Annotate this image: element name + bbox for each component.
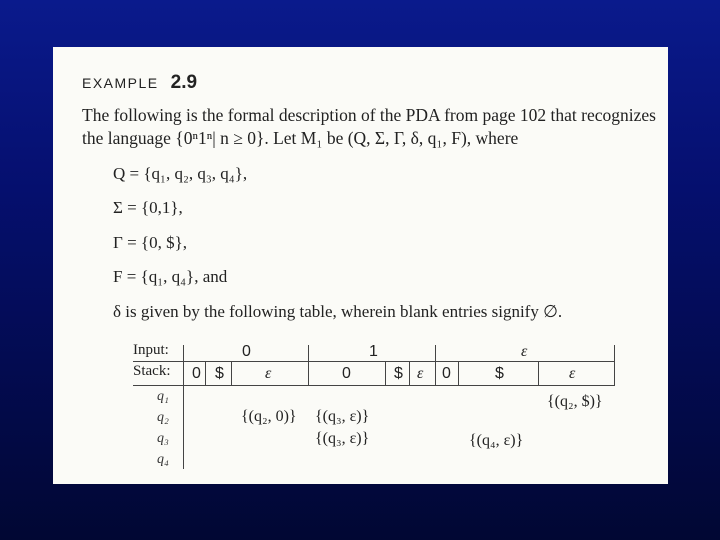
stack-symbol: $ bbox=[394, 365, 403, 382]
input-group-epsilon: ε bbox=[521, 343, 528, 360]
column-divider bbox=[435, 345, 436, 385]
example-heading bbox=[82, 72, 197, 96]
transition-q2-1-0: {(q₃, ε)} bbox=[315, 408, 370, 425]
stack-symbol: $ bbox=[215, 365, 224, 382]
header-bottom-rule bbox=[133, 385, 615, 386]
example-number: 2.9 bbox=[170, 72, 198, 93]
intro-line-1: The following is the formal description of the PDA from page 102 that recognizes bbox=[82, 105, 656, 125]
state-label: q₃ bbox=[157, 431, 169, 446]
column-divider bbox=[231, 361, 232, 385]
state-label: q₁ bbox=[157, 389, 169, 404]
stack-symbol: ε bbox=[417, 365, 424, 382]
definition-input-alphabet: Σ = {0,1}, bbox=[113, 198, 183, 217]
stack-symbol: ε bbox=[265, 365, 272, 382]
transition-q1-epsilon-epsilon: {(q₂, $)} bbox=[547, 393, 603, 410]
column-divider bbox=[385, 361, 386, 385]
stack-label: Stack: bbox=[133, 363, 171, 379]
transition-q2-0-epsilon: {(q₂, 0)} bbox=[241, 408, 297, 425]
state-label: q₄ bbox=[157, 452, 169, 467]
transition-q3-1-0: {(q₃, ε)} bbox=[315, 430, 370, 447]
column-divider bbox=[308, 345, 309, 385]
column-divider bbox=[183, 345, 184, 469]
column-divider bbox=[409, 361, 410, 385]
definition-stack-alphabet: Γ = {0, $}, bbox=[113, 233, 187, 252]
example-label: EXAMPLE bbox=[82, 75, 159, 91]
input-group-1: 1 bbox=[369, 343, 378, 360]
input-label: Input: bbox=[133, 342, 169, 358]
definition-states: Q = {q₁, q₂, q₃, q₄}, bbox=[113, 164, 248, 183]
stack-symbol: $ bbox=[495, 365, 504, 382]
intro-line-2: the language {0ⁿ1ⁿ| n ≥ 0}. Let M₁ be (Q, Σ, Γ, δ, q₁, F), where bbox=[82, 128, 519, 148]
column-divider bbox=[458, 361, 459, 385]
transition-q3-epsilon-dollar: {(q₄, ε)} bbox=[469, 432, 524, 449]
textbook-page bbox=[53, 47, 668, 484]
definition-accept-states: F = {q₁, q₄}, and bbox=[113, 267, 228, 286]
stack-symbol: 0 bbox=[192, 365, 201, 382]
stack-symbol: 0 bbox=[442, 365, 451, 382]
column-divider bbox=[205, 361, 206, 385]
definition-transition: δ is given by the following table, wherein blank entries signify ∅. bbox=[113, 302, 563, 321]
stack-symbol: 0 bbox=[342, 365, 351, 382]
input-group-0: 0 bbox=[242, 343, 251, 360]
column-divider bbox=[538, 361, 539, 385]
stack-symbol: ε bbox=[569, 365, 576, 382]
state-label: q₂ bbox=[157, 410, 169, 425]
column-divider bbox=[614, 345, 615, 385]
